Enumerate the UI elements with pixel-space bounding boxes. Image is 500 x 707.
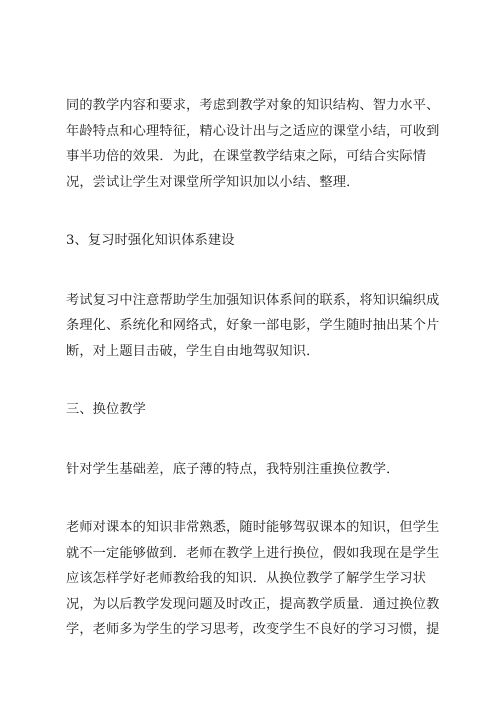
text-line: 况，尝试让学生对课堂所学知识加以小结、整理． bbox=[66, 174, 360, 190]
paragraph-knowledge-system bbox=[66, 288, 446, 365]
text-line: 针对学生基础差，底子薄的特点，我特别注重换位教学． bbox=[66, 461, 400, 477]
text-line: 就不一定能够做到．老师在教学上进行换位，假如我现在是学生 bbox=[66, 545, 440, 561]
section-heading-role-swap: 三、换位教学 bbox=[66, 402, 147, 417]
text-line: 学，老师多为学生的学习思考，改变学生不良好的学习习惯，提 bbox=[66, 622, 440, 637]
section-heading-review: 3、复习时强化知识体系建设 bbox=[66, 233, 235, 248]
text-line: 同的教学内容和要求，考虑到教学对象的知识结构、智力水平、 bbox=[66, 98, 440, 113]
text-line: 老师对课本的知识非常熟悉，随时能够驾驭课本的知识，但学生 bbox=[66, 520, 440, 535]
text-line: 年龄特点和心理特征，精心设计出与之适应的课堂小结，可收到 bbox=[66, 123, 440, 139]
document-body bbox=[66, 93, 446, 643]
paragraph-lesson-summary bbox=[66, 93, 446, 195]
paragraph-role-swap-intro bbox=[66, 457, 446, 483]
text-line: 况，为以后教学发现问题及时改正，提高教学质量．通过换位教 bbox=[66, 596, 440, 612]
text-line: 事半功倍的效果．为此，在课堂教学结束之际，可结合实际情 bbox=[66, 149, 427, 164]
text-line: 应该怎样学好老师教给我的知识．从换位教学了解学生学习状 bbox=[66, 571, 427, 586]
text-line: 条理化、系统化和网络式，好象一部电影，学生随时抽出某个片 bbox=[66, 318, 440, 333]
text-line: 断，对上题目击破，学生自由地驾驭知识． bbox=[66, 343, 320, 359]
paragraph-role-swap-detail bbox=[66, 515, 446, 643]
text-line: 考试复习中注意帮助学生加强知识体系间的联系，将知识编织成 bbox=[66, 292, 440, 308]
